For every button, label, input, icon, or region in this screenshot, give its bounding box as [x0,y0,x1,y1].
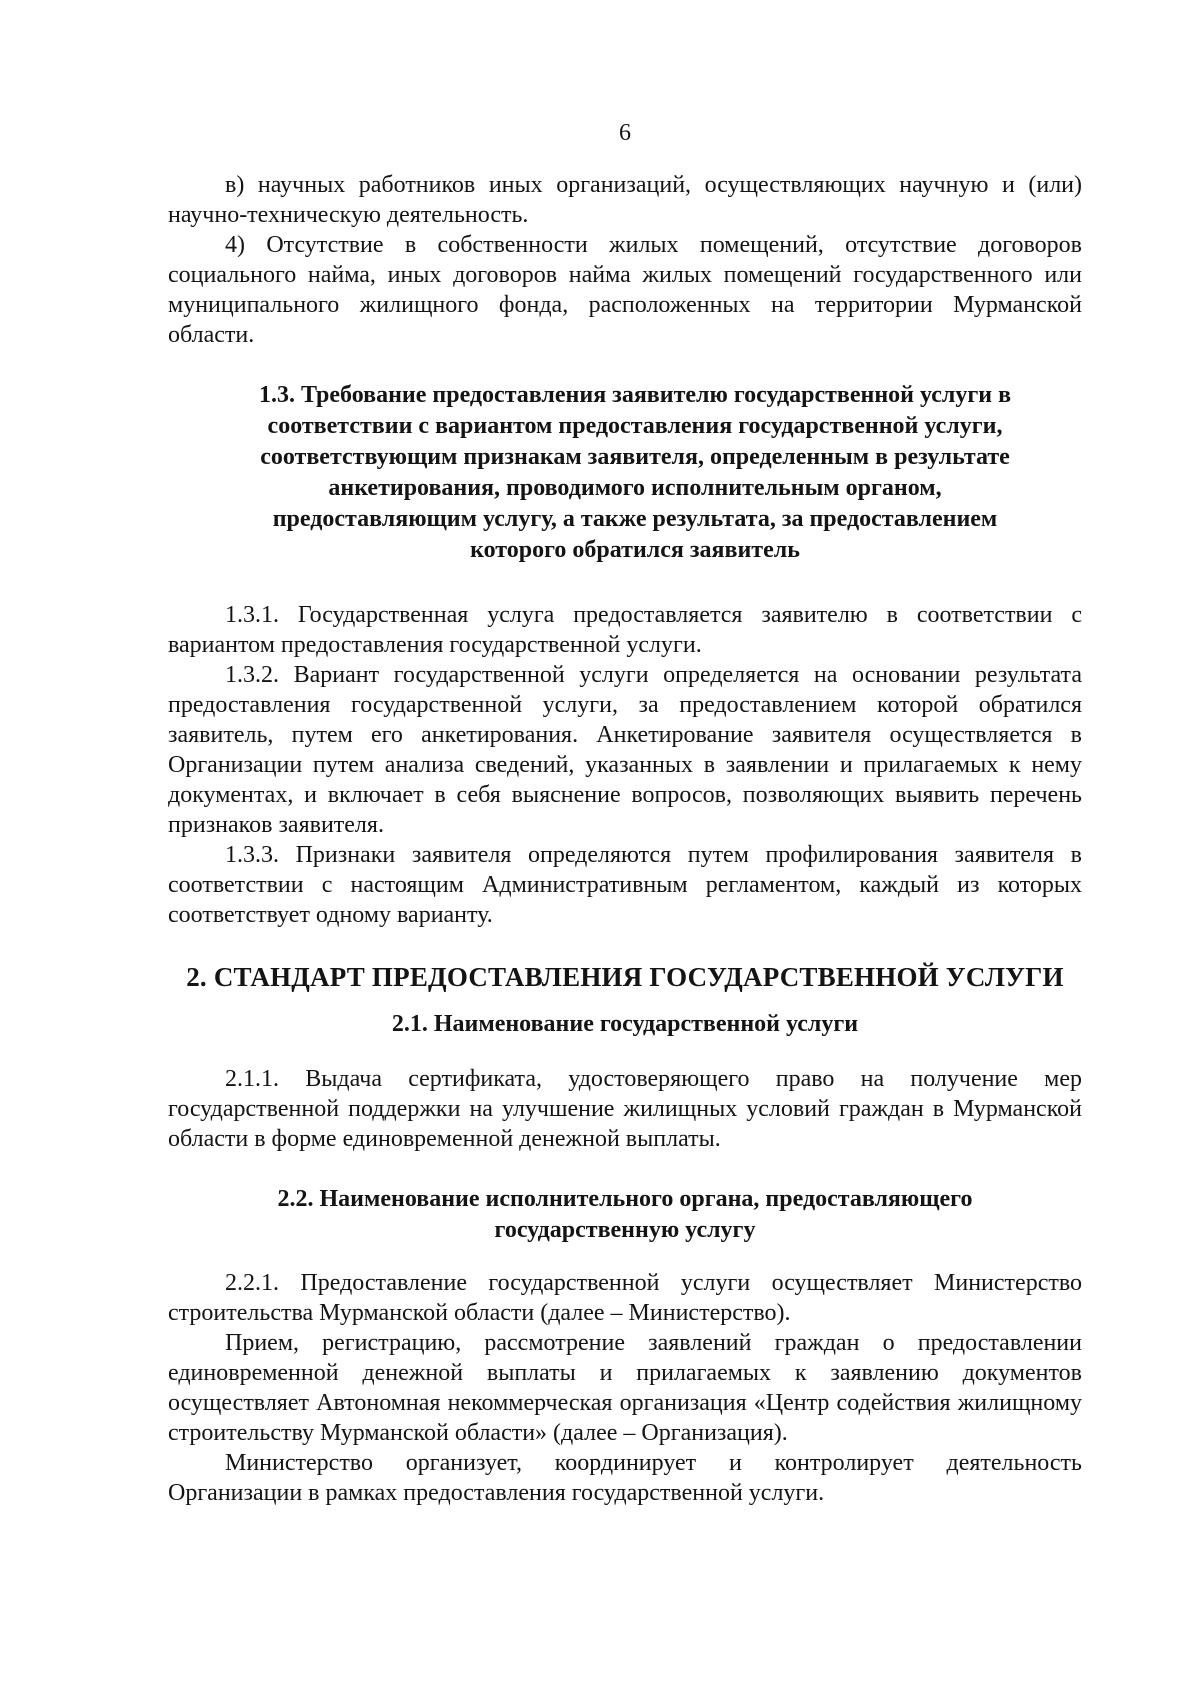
paragraph-2-2-ministry: Министерство организует, координирует и контролирует деятельность Организации в рамках предоставления государственной услуги. [168,1450,1082,1506]
paragraph-v: в) научных работников иных организаций, осуществляющих научную и (или) научно-техническую деятельность. [168,172,1082,228]
section-2-1-heading: 2.1. Наименование государственной услуги [391,1011,859,1037]
section-1-3-heading-line: соответствующим признакам заявителя, определенным в результате [260,444,1010,470]
section-2-2-heading-line: государственную услугу [494,1217,756,1243]
paragraph-1-3-1: 1.3.1. Государственная услуга предоставляется заявителю в соответствии с вариантом предоставления государственной услуги. [168,602,1082,658]
section-1-3-heading-line: 1.3. Требование предоставления заявителю государственной услуги в [258,382,1012,408]
paragraph-1-3-2: 1.3.2. Вариант государственной услуги определяется на основании результата предоставления государственной услуги, за предоставлением которой обратился заявитель, путем его анкетирования. Анкетирование заявителя осуществляется в Организации путем анализа сведений, указанных в заявлении и прилагаемых к нему документах, и включает в себя выяснение вопросов, позволяющих выявить перечень признаков заявителя. [168,662,1082,838]
paragraph-2-1-1: 2.1.1. Выдача сертификата, удостоверяющего право на получение мер государственной поддержки на улучшение жилищных условий граждан в Мурманской области в форме единовременной денежной выплаты. [168,1066,1082,1152]
section-1-3-heading-line: анкетирования, проводимого исполнительным органом, [328,475,942,501]
section-2-2-heading-line: 2.2. Наименование исполнительного органа, предоставляющего [277,1186,973,1212]
paragraph-2-2-1: 2.2.1. Предоставление государственной услуги осуществляет Министерство строительства Мурманской области (далее – Министерство). [168,1270,1082,1326]
paragraph-1-3-3: 1.3.3. Признаки заявителя определяются путем профилирования заявителя в соответствии с настоящим Административным регламентом, каждый из которых соответствует одному варианту. [168,842,1082,928]
page-number: 6 [619,120,631,146]
chapter-2-heading: 2. СТАНДАРТ ПРЕДОСТАВЛЕНИЯ ГОСУДАРСТВЕННОЙ УСЛУГИ [186,962,1064,992]
paragraph-2-2-reception: Прием, регистрацию, рассмотрение заявлений граждан о предоставлении единовременной денежной выплаты и прилагаемых к заявлению документов осуществляет Автономная некоммерческая организация «Центр содействия жилищному строительству Мурманской области» (далее – Организация). [168,1330,1082,1446]
section-1-3-heading-line: которого обратился заявитель [470,537,800,563]
section-1-3-heading [168,380,1082,566]
section-2-2-heading [168,1184,1082,1246]
section-1-3-heading-line: соответствии с вариантом предоставления государственной услуги, [267,413,1003,439]
paragraph-4: 4) Отсутствие в собственности жилых помещений, отсутствие договоров социального найма, иных договоров найма жилых помещений государственного или муниципального жилищного фонда, расположенных на территории Мурманской области. [168,232,1082,348]
section-1-3-heading-line: предоставляющим услугу, а также результата, за предоставлением [272,506,998,532]
